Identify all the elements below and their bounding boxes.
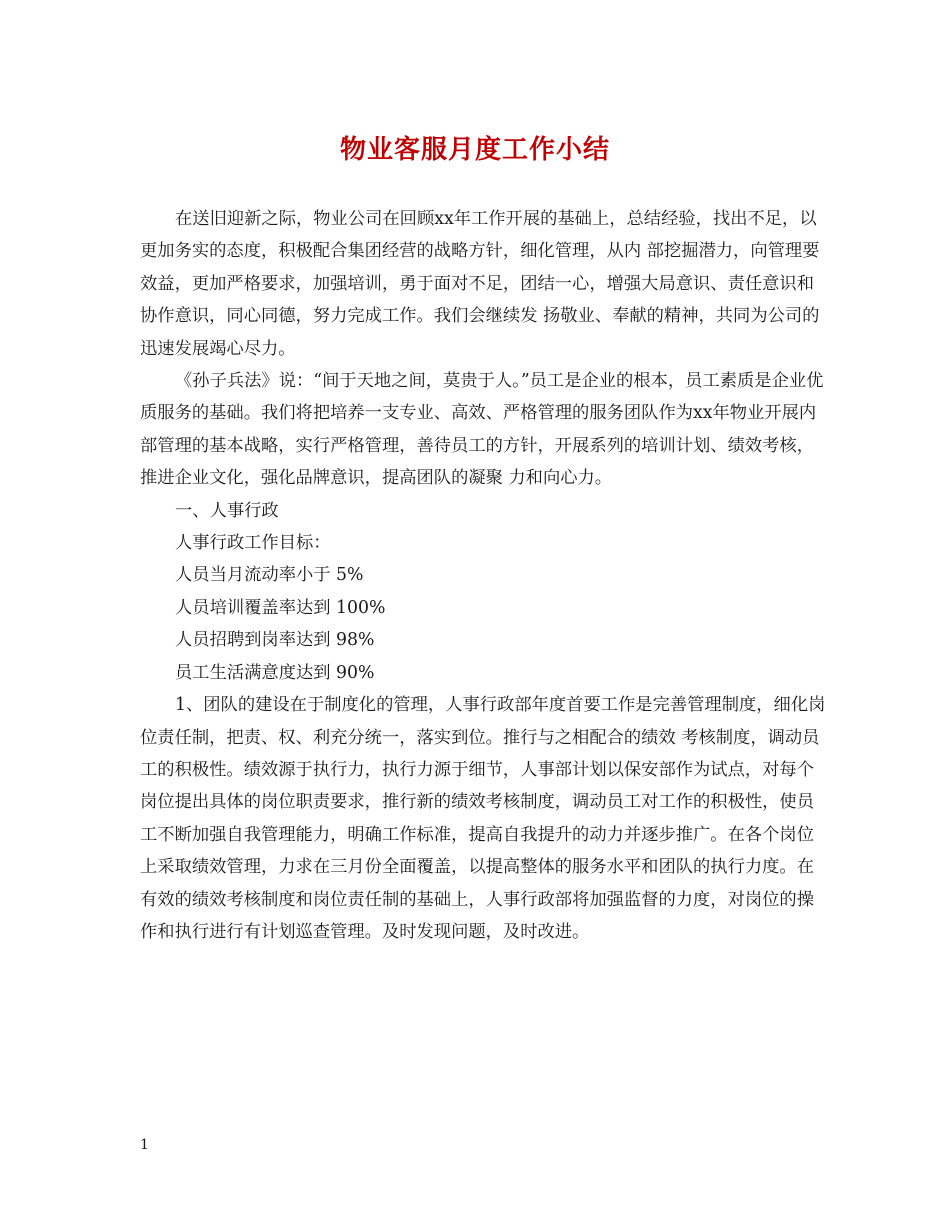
sunzi-paragraph: 《孙子兵法》说：“间于天地之间，莫贵于人。”员工是企业的根本，员工素质是企业优质服务的基础。我们将把培养一支专业、高效、严格管理的服务团队作为xx年物业开展内部管理的基本战略，实行严格管理，善待员工的方针，开展系列的培训计划、绩效考核，推进企业文化，强化品牌意识，提高团队的凝聚 力和向心力。 [140, 371, 824, 489]
goals-heading: 人事行政工作目标： [175, 533, 331, 554]
intro-paragraph: 在送旧迎新之际，物业公司在回顾xx年工作开展的基础上，总结经验，找出不足，以更加务实的态度，积极配合集团经营的战略方针，细化管理，从内 部挖掘潜力，向管理要效益，更加严格要求，加强培训，勇于面对不足，团结一心，增强大局意识、责任意识和协作意识，同心同德，努力完成工作。我们会继续发 扬敬业、奉献的精神，共同为公司的迅速发展竭心尽力。 [140, 209, 820, 359]
goal-item: 人员当月流动率小于 5% [175, 565, 364, 586]
section-heading: 一、人事行政 [175, 500, 279, 521]
goal-item: 人员招聘到岗率达到 98% [175, 630, 375, 651]
item-1-paragraph: 1、团队的建设在于制度化的管理，人事行政部年度首要工作是完善管理制度，细化岗位责任制，把责、权、利充分统一，落实到位。推行与之相配合的绩效 考核制度，调动员工的积极性。绩效源于执行力，执行力源于细节，人事部计划以保安部作为试点，对每个岗位提出具体的岗位职责要求，推行新的绩效考核制度，调动员工对工作的积极性，使员工不断加强自我管理能力，明确工作标准，提高自我提升的动力并逐步推广。在各个岗位上采取绩效管理，力求在三月份全面覆盖，以提高整体的服务水平和团队的执行力度。在有效的绩效考核制度和岗位责任制的基础上，人事行政部将加强监督的力度，对岗位的操作和执行进行有计划巡查管理。及时发现问题，及时改进。 [140, 695, 826, 942]
document-body [140, 203, 826, 948]
document-title: 物业客服月度工作小结 [339, 135, 610, 165]
goal-item: 员工生活满意度达到 90% [175, 662, 375, 683]
goal-item: 人员培训覆盖率达到 100% [175, 597, 386, 618]
page-number: 1 [140, 1137, 149, 1153]
